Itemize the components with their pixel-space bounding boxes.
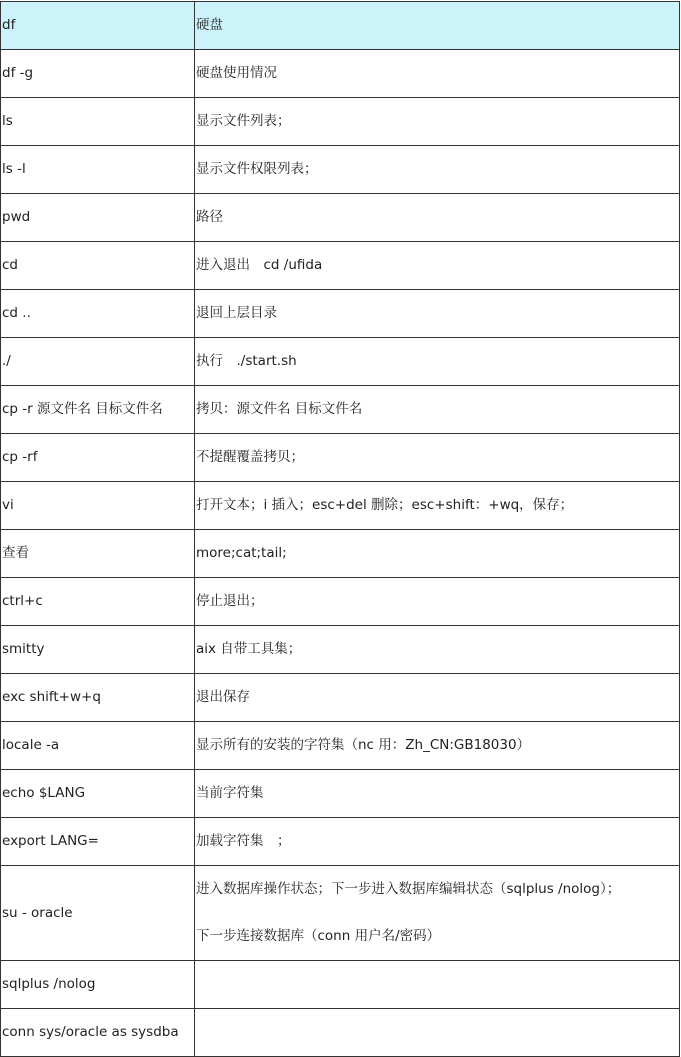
description-cell [195, 626, 680, 674]
table-row [1, 338, 680, 386]
description-cell [195, 338, 680, 386]
description-line: 显示文件列表； [196, 113, 291, 129]
description-cell [195, 434, 680, 482]
description-line: 不提醒覆盖拷贝； [196, 449, 304, 465]
description-line: 显示文件权限列表； [196, 161, 318, 177]
command-cell: smitty [1, 626, 195, 674]
description-cell [195, 50, 680, 98]
table-row [1, 386, 680, 434]
command-cell: export LANG= [1, 818, 195, 866]
description-cell [195, 578, 680, 626]
description-cell [195, 98, 680, 146]
description-line: 加载字符集 ； [196, 833, 291, 849]
description-cell [195, 194, 680, 242]
table-row [1, 722, 680, 770]
table-row [1, 146, 680, 194]
description-cell [195, 482, 680, 530]
description-cell [195, 674, 680, 722]
command-table [0, 1, 680, 1057]
description-line: 硬盘 [196, 17, 223, 33]
description-line: 下一步连接数据库（conn 用户名/密码） [196, 928, 441, 944]
command-cell: df -g [1, 50, 195, 98]
description-cell [195, 2, 680, 50]
table-row [1, 2, 680, 50]
description-line: aix 自带工具集； [196, 641, 302, 657]
command-cell: df [1, 2, 195, 50]
description-line: 进入退出 cd /ufida [196, 257, 323, 273]
table-row [1, 290, 680, 338]
command-cell: cd [1, 242, 195, 290]
description-cell [195, 722, 680, 770]
table-row [1, 674, 680, 722]
table-row [1, 961, 680, 1009]
command-cell: cp -r 源文件名 目标文件名 [1, 386, 195, 434]
table-row [1, 626, 680, 674]
command-cell: cp -rf [1, 434, 195, 482]
command-cell: ./ [1, 338, 195, 386]
command-cell: su - oracle [1, 866, 195, 961]
description-line: 打开文本；i 插入；esc+del 删除；esc+shift：+wq，保存； [196, 497, 574, 513]
table-row [1, 194, 680, 242]
description-cell [195, 146, 680, 194]
table-row [1, 578, 680, 626]
description-line: 执行 ./start.sh [196, 353, 297, 369]
table-row [1, 242, 680, 290]
description-line: 显示所有的安装的字符集（nc 用：Zh_CN:GB18030） [196, 737, 531, 753]
description-line: 退回上层目录 [196, 305, 277, 321]
description-line: 拷贝：源文件名 目标文件名 [196, 401, 363, 417]
command-cell: ctrl+c [1, 578, 195, 626]
description-line: more;cat;tail; [196, 545, 287, 561]
description-line: 停止退出； [196, 593, 264, 609]
description-line: 路径 [196, 209, 223, 225]
table-row [1, 434, 680, 482]
description-cell [195, 866, 680, 961]
command-cell: conn sys/oracle as sysdba [1, 1009, 195, 1057]
command-cell: echo $LANG [1, 770, 195, 818]
description-cell [195, 530, 680, 578]
command-cell: ls [1, 98, 195, 146]
description-cell [195, 386, 680, 434]
description-line: 退出保存 [196, 689, 250, 705]
description-cell [195, 242, 680, 290]
description-cell [195, 818, 680, 866]
description-cell [195, 290, 680, 338]
command-cell: 查看 [1, 530, 195, 578]
command-cell: exc shift+w+q [1, 674, 195, 722]
table-row [1, 818, 680, 866]
description-line: 进入数据库操作状态；下一步进入数据库编辑状态（sqlplus /nolog）； [196, 881, 621, 897]
description-cell [195, 961, 680, 1009]
table-row [1, 866, 680, 961]
command-cell: locale -a [1, 722, 195, 770]
command-cell: pwd [1, 194, 195, 242]
table-row [1, 98, 680, 146]
command-cell: sqlplus /nolog [1, 961, 195, 1009]
command-cell: cd .. [1, 290, 195, 338]
description-line: 当前字符集 [196, 785, 264, 801]
table-row [1, 50, 680, 98]
description-cell [195, 1009, 680, 1057]
table-row [1, 482, 680, 530]
table-row [1, 530, 680, 578]
command-cell: ls -l [1, 146, 195, 194]
table-row [1, 770, 680, 818]
description-cell [195, 770, 680, 818]
description-line: 硬盘使用情况 [196, 65, 277, 81]
command-cell: vi [1, 482, 195, 530]
table-row [1, 1009, 680, 1057]
